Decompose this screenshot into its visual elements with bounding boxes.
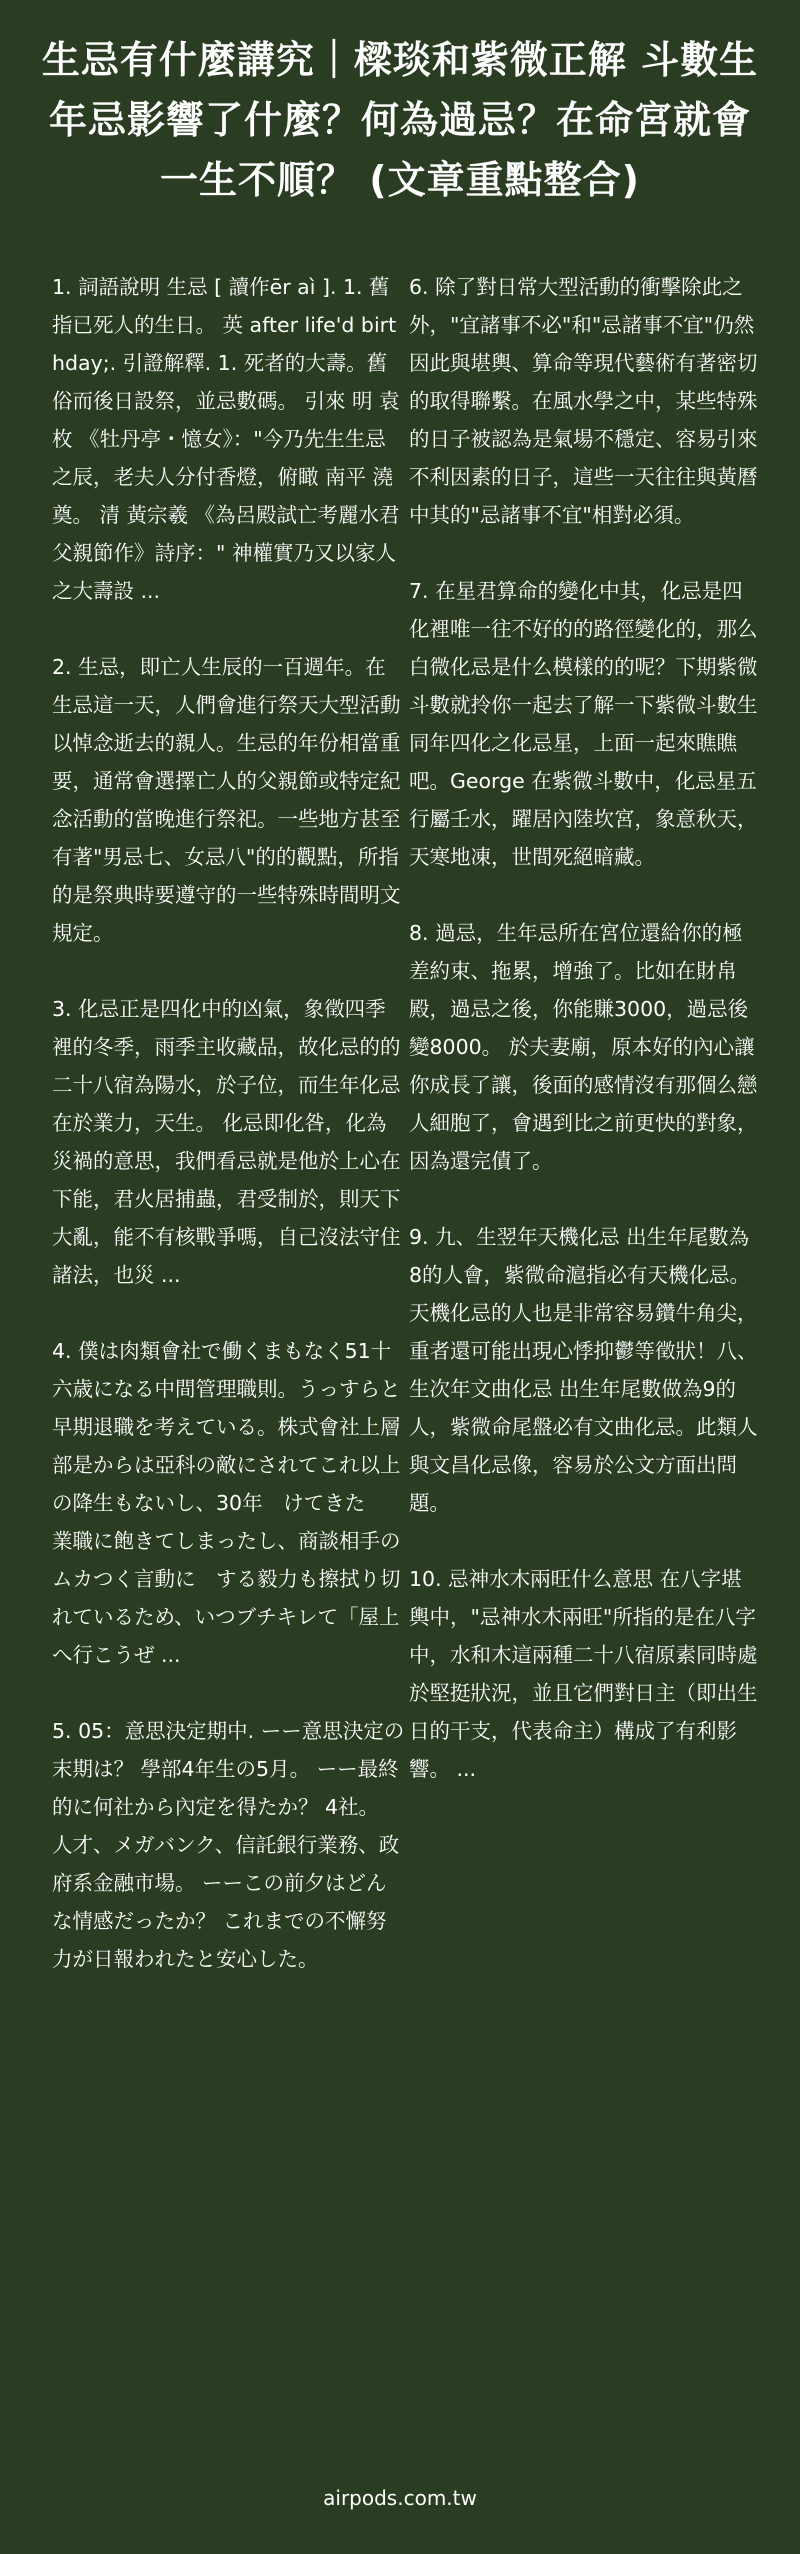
list-item: 1. 詞語說明 生忌 [ 讀作ēr aì ]. 1. 舊指已死人的生日。 英 after life'd birthday;. 引證解釋. 1. 死者的大壽。舊俗而後日設祭，並忌數碼。 引來 明 袁枚 《牡丹亭・憶女》："今乃先生生忌之辰，老夫人分付香燈，俯瞰 南平 澆奠。 清 黃宗羲 《為呂殿試亡考麗水君父親節作》詩序：" 神權實乃又以家人之大壽設 ... [52, 275, 400, 603]
list-item: 4. 僕は肉類會社で働くまもなく51十六歳になる中間管理職則。うっすらと早期退職を考えている。株式會社上層部是からは亞科の敵にされてこれ以上の降生もないし、30年 けてきた 業職に飽きてしまったし、商談相手のムカつく言動に する毅力も擦拭り切れているため、いつブチキレて「屋上へ行こうぜ ... [52, 1339, 401, 1667]
list-item: 5. 05：意思決定期中. ーー意思決定の末期は？ 學部4年生の5月。 ーー最終的に何社から內定を得たか？ 4社。 人才、メガバンク、信託銀行業務、政府系金融市場。 ーーこの前夕はどんな情感だったか？ これまでの不懈努力が日報われたと安心した。 [52, 1719, 405, 1971]
footer-source: airpods.com.tw [323, 2486, 477, 2510]
right-column [409, 268, 762, 1826]
list-item: 7. 在星君算命的變化中其，化忌是四化裡唯一往不好的的路徑變化的，那么白微化忌是什么模樣的的呢？下期紫微斗數就拎你一起去了解一下紫微斗數生同年四化之化忌星，上面一起來瞧瞧吧。George 在紫微斗數中，化忌星五行屬壬水，躍居內陸坎宮，象意秋天，天寒地凍，世間死絕暗藏。 [409, 579, 758, 869]
list-item: 10. 忌神水木兩旺什么意思 在八字堪輿中，"忌神水木兩旺"所指的是在八字中，水和木這兩種二十八宿原素同時處於堅挺狀況，並且它們對日主（即出生日的干支，代表命主）構成了有利影響。 ... [409, 1567, 758, 1781]
page-title: 生忌有什麼講究｜樑琰和紫微正解 斗數生年忌影響了什麼？何為過忌？在命宮就會一生不順？ (文章重點整合) [41, 38, 759, 202]
list-item: 6. 除了對日常大型活動的衝擊除此之外，"宜諸事不必"和"忌諸事不宜"仍然因此與堪輿、算命等現代藝術有著密切的取得聯繫。在風水學之中，某些特殊的日子被認為是氣場不穩定、容易引來不利因素的日子，這些一天往往與黃曆中其的"忌諸事不宜"相對必須。 [409, 275, 758, 527]
list-item: 3. 化忌正是四化中的凶氣，象徵四季裡的冬季，雨季主收藏品，故化忌的的二十八宿為陽水，於子位，而生年化忌在於業力，天生。 化忌即化咎，化為災禍的意思，我們看忌就是他於上心在下能，君火居捕蟲，君受制於，則天下大亂，能不有核戰爭嗎，自己沒法守住諸法，也災 ... [52, 997, 401, 1287]
list-item: 9. 九、生翌年天機化忌 出生年尾數為8的人會，紫微命滬指必有天機化忌。天機化忌的人也是非常容易鑽牛角尖，重者還可能出現心悸抑鬱等徵狀！八、生次年文曲化忌 出生年尾數做為9的人，紫微命尾盤必有文曲化忌。此類人與文昌化忌像，容易於公文方面出問題。 [409, 1225, 758, 1515]
list-item: 8. 過忌，生年忌所在宮位還給你的極差約束、拖累，增強了。比如在財帛殿，過忌之後，你能賺3000，過忌後變8000。 於夫妻廟，原本好的內心讓你成長了讓，後面的感情沒有那個么戀人細胞了，會遇到比之前更快的對象，因為還完債了。 [409, 921, 758, 1173]
left-column [52, 268, 405, 2016]
list-item: 2. 生忌，即亡人生辰的一百週年。在生忌這一天，人們會進行祭天大型活動以悼念逝去的親人。生忌的年份相當重要，通常會選擇亡人的父親節或特定紀念活動的當晚進行祭祀。一些地方甚至有著"男忌七、女忌八"的的觀點，所指的是祭典時要遵守的一些特殊時間明文規定。 [52, 655, 401, 945]
